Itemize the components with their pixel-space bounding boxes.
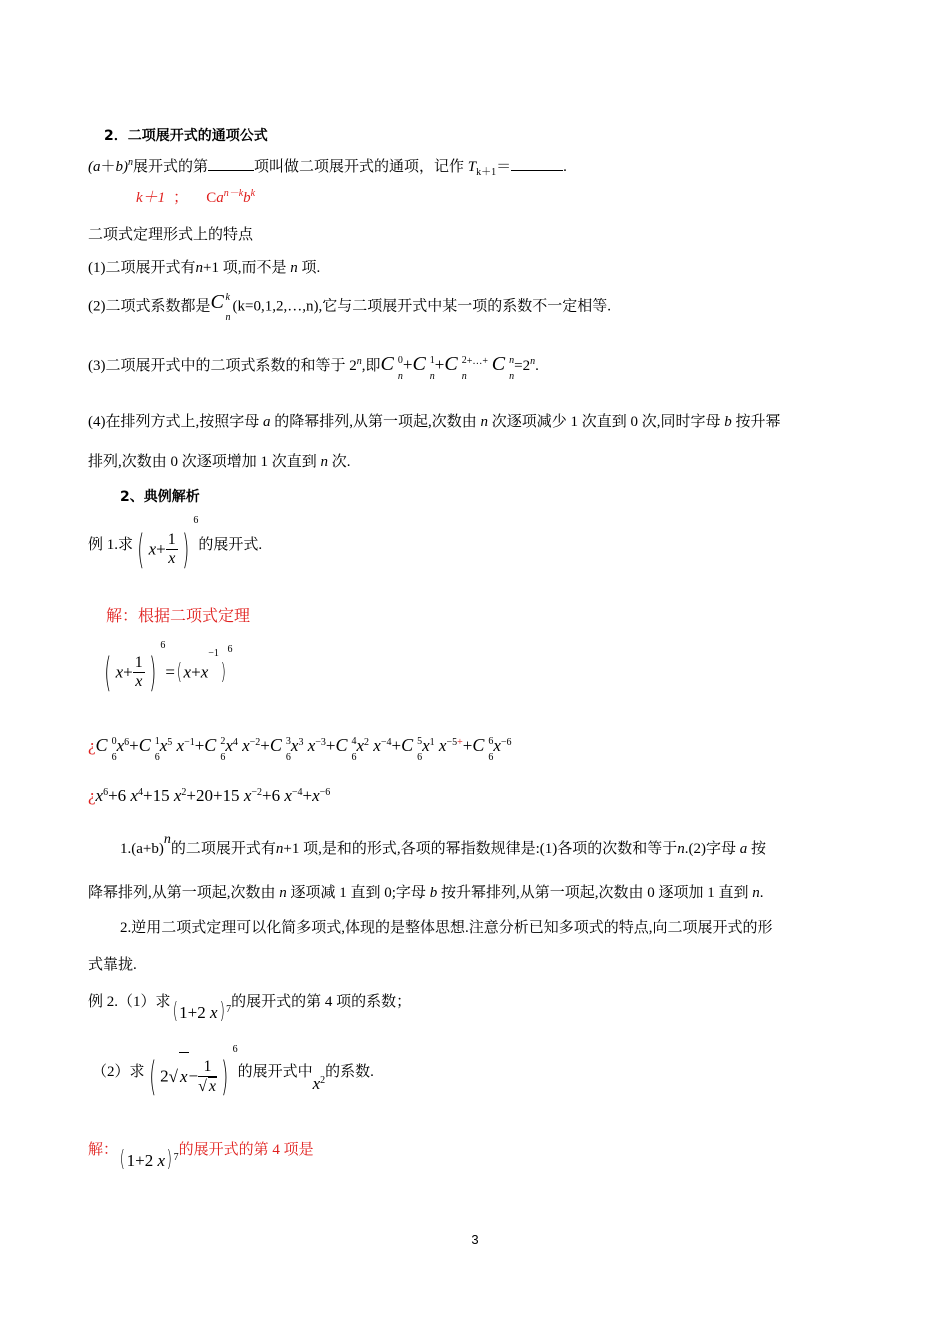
binom-coef-cnk: C k n — [210, 291, 231, 323]
features-title: 二项式定理形式上的特点 — [88, 227, 254, 243]
note-2-line2: 式靠拢. — [88, 957, 137, 973]
note-2-line1: 2.逆用二项式定理可以化简多项式,体现的是整体思想.注意分析已知多项式的特点,向二项展开式的形 — [120, 920, 773, 936]
binomial-text: (a＋b) — [88, 159, 129, 175]
example-2-part2: （2）求 ( 2√ x− $\frac{1}{√ x}$ )$^6$的展开式中$x^2$的系数. — [92, 1044, 374, 1100]
ex1-solution: 解：根据二项式定理 — [106, 608, 251, 625]
feature-4-line1: (4)在排列方式上,按照字母 a 的降幂排列,从第一项起,次数由 n 次逐项减少 1 次直到 0 次,同时字母 b 按升幂 — [88, 414, 781, 430]
blank-2 — [511, 156, 563, 171]
answer-line: k＋1 ； $Ca^{n-k}b^k$ — [136, 188, 256, 206]
example-1: 例 1.求 ( x+ $\frac{1}{x}$ )$^6$的展开式. — [88, 515, 263, 573]
page-number: 3 — [471, 1232, 479, 1247]
general-term-line: $(a+b)^n$展开式的第 项叫做二项展开式的通项，记作 $T_{k+1}=$ . — [88, 157, 567, 178]
feature-4-line2: 排列,次数由 0 次逐项增加 1 次直到 n 次. — [88, 454, 351, 470]
example-2-part1: 例 2.（1）求( 1+2 x) $^7$的展开式的第 4 项的系数； — [88, 994, 412, 1024]
expansion-line: ¿C 0 6 $x^6+C$ 1 6 $x^5$ $x^{-1}+C$ 2 6 $x^4$ $x^{-2}+C$ 3 6 $x^3$ $x^{-3}+C$ 4 6 $x^2$ $x^{-4}+C$ 5 6 $x^1$ $x^{-5+}+C$ 6 6 $x^{-6}$ — [88, 735, 512, 763]
expansion-result: ¿$x^6+6$ $x^4+15$ $x^2+20+15$ $x^{-2}+6$ $x^{-4}+x^{-6}$ — [88, 786, 331, 805]
note-1-line1: $1.(a+b)^n$的二项展开式有n+1 项,是和的形式,各项的幂指数规律是:(1)各项的次数和等于n.(2)字母 a 按 — [120, 832, 767, 857]
feature-2: (2)二项式系数都是 C k n (k=0,1,2,…,n),它与二项展开式中某一项的系数不一定相等. — [88, 291, 611, 323]
note-1-line2: 降幂排列,从第一项起,次数由 n 逐项减 1 直到 0;字母 b 按升幂排列,从第一项起,次数由 0 逐项加 1 直到 n. — [88, 885, 764, 901]
ex1-rewrite: ( x+ $\frac{1}{x}$ )$^6$=( $x+x^{-1})^6$ — [104, 640, 233, 696]
examples-title: 2、典例解析 — [120, 489, 200, 505]
solution-2: 解：( 1+2 x) $^7$的展开式的第 4 项是 — [88, 1142, 314, 1172]
feature-3: (3)二项展开式中的二项式系数的和等于 2$^n$,即C 0 n +C 1 n +C 2 n +…+ C n n $=2^n$. — [88, 353, 539, 382]
section-title: 2．二项展开式的通项公式 — [104, 128, 268, 144]
feature-1: (1)二项展开式有n+1 项,而不是 n 项. — [88, 260, 321, 276]
blank-1 — [208, 156, 254, 171]
